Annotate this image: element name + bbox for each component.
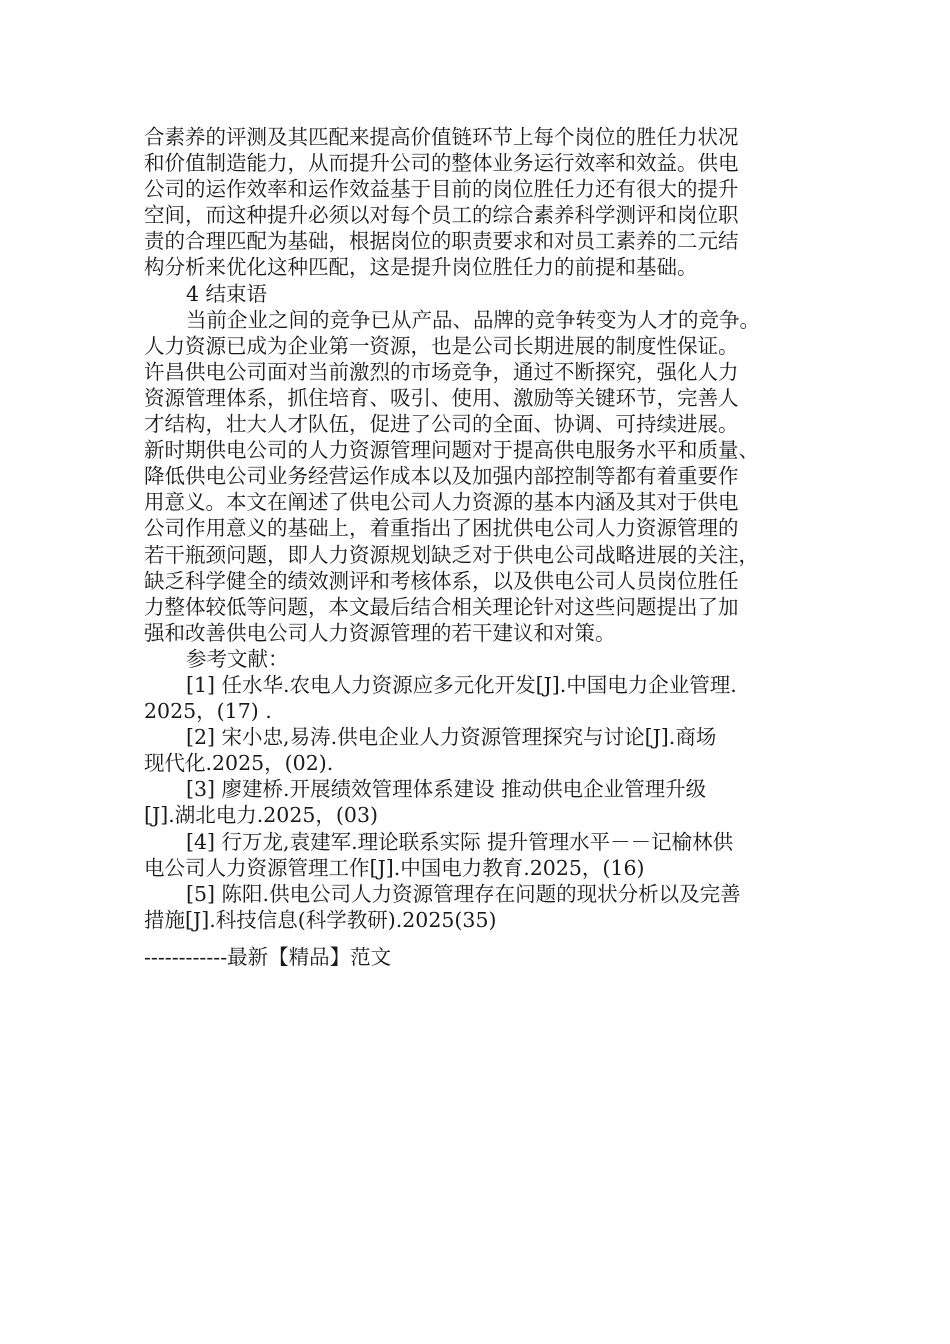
paragraph-line: 降低供电公司业务经营运作成本以及加强内部控制等都有着重要作 <box>144 464 739 489</box>
references-heading: 参考文献： <box>186 646 289 671</box>
paragraph-line: 公司作用意义的基础上，着重指出了困扰供电公司人力资源管理的 <box>144 516 739 541</box>
paragraph-line: 若干瓶颈问题，即人力资源规划缺乏对于供电公司战略进展的关注， <box>144 542 759 567</box>
paragraph-line: 合素养的评测及其匹配来提高价值链环节上每个岗位的胜任力状况 <box>144 125 739 149</box>
paragraph-line: 和价值制造能力，从而提升公司的整体业务运行效率和效益。供电 <box>144 151 739 176</box>
reference-entry-line: 现代化.2025，(02). <box>144 751 334 776</box>
paragraph-line: 力整体较低等问题，本文最后结合相关理论针对这些问题提出了加 <box>144 594 739 619</box>
paragraph-line: 责的合理匹配为基础，根据岗位的职责要求和对员工素养的二元结 <box>144 229 739 254</box>
paragraph-line: 缺乏科学健全的绩效测评和考核体系，以及供电公司人员岗位胜任 <box>144 568 739 593</box>
document-body <box>144 124 812 933</box>
paragraph-line: 用意义。本文在阐述了供电公司人力资源的基本内涵及其对于供电 <box>144 490 739 515</box>
paragraph-line: 许昌供电公司面对当前激烈的市场竞争，通过不断探究，强化人力 <box>144 359 739 384</box>
paragraph-line: 新时期供电公司的人力资源管理问题对于提高供电服务水平和质量、 <box>144 438 759 463</box>
paragraph-line: 当前企业之间的竞争已从产品、品牌的竞争转变为人才的竞争。 <box>186 307 760 332</box>
paragraph-line: 才结构，壮大人才队伍，促进了公司的全面、协调、可持续进展。 <box>144 412 739 437</box>
reference-entry-line: [4] 行万龙,袁建军.理论联系实际 提升管理水平－－记榆林供 <box>186 829 734 854</box>
reference-entry-line: 电公司人力资源管理工作[J].中国电力教育.2025，(16) <box>144 855 645 880</box>
reference-entry-line: [2] 宋小忠,易涛.供电企业人力资源管理探究与讨论[J].商场 <box>186 725 717 750</box>
reference-entry-line: [5] 陈阳.供电公司人力资源管理存在问题的现状分析以及完善 <box>186 881 741 906</box>
paragraph-line: 人力资源已成为企业第一资源，也是公司长期进展的制度性保证。 <box>144 333 739 358</box>
paragraph-line: 公司的运作效率和运作效益基于目前的岗位胜任力还有很大的提升 <box>144 177 739 202</box>
paragraph-line: 空间，而这种提升必须以对每个员工的综合素养科学测评和岗位职 <box>144 203 739 228</box>
reference-entry-line: [1] 任水华.农电人力资源应多元化开发[J].中国电力企业管理. <box>186 672 737 697</box>
reference-entry-line: [J].湖北电力.2025，(03) <box>144 803 378 828</box>
reference-entry-line: 2025，(17) . <box>144 699 272 724</box>
paragraph-line: 强和改善供电公司人力资源管理的若干建议和对策。 <box>144 620 616 645</box>
reference-entry-line: [3] 廖建桥.开展绩效管理体系建设 推动供电企业管理升级 <box>186 777 707 802</box>
paragraph-line: 构分析来优化这种匹配，这是提升岗位胜任力的前提和基础。 <box>144 255 698 280</box>
reference-entry-line: 措施[J].科技信息(科学教研).2025(35) <box>144 907 497 932</box>
paragraph-line: 资源管理体系，抓住培育、吸引、使用、激励等关键环节，完善人 <box>144 385 739 410</box>
footer-banner: ------------最新【精品】范文 <box>144 945 392 969</box>
section-heading: 4 结束语 <box>186 281 268 306</box>
